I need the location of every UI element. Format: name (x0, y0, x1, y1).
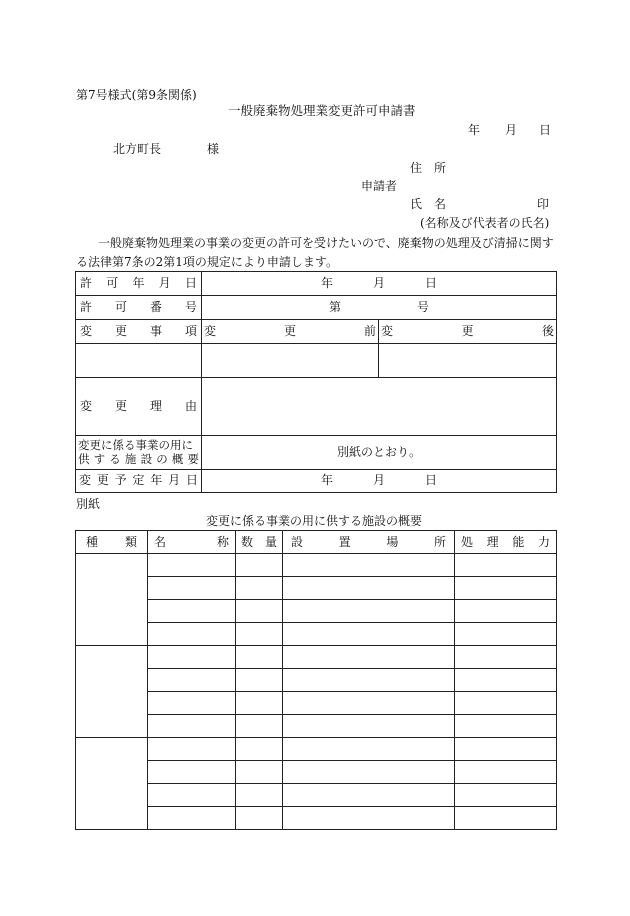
facility-name-cell[interactable] (148, 646, 236, 669)
facility-capacity-cell[interactable] (455, 784, 557, 807)
addressee-honorific: 様 (207, 142, 220, 156)
name-note: (名称及び代表者の氏名) (420, 216, 550, 230)
facility-location-cell[interactable] (283, 784, 455, 807)
facility-table (75, 530, 557, 830)
facility-quantity-cell[interactable] (236, 669, 283, 692)
facility-row (76, 738, 557, 761)
facility-row (76, 807, 557, 830)
header-capacity: 処 理 能 力 (455, 531, 557, 554)
facility-location-cell[interactable] (283, 554, 455, 577)
facility-quantity-cell[interactable] (236, 738, 283, 761)
facility-name-cell[interactable] (148, 669, 236, 692)
facility-quantity-cell[interactable] (236, 692, 283, 715)
facility-location-cell[interactable] (283, 577, 455, 600)
facility-capacity-cell[interactable] (455, 600, 557, 623)
facility-name-cell[interactable] (148, 807, 236, 830)
after-change-field[interactable] (379, 344, 557, 378)
permit-date-value[interactable]: 年 月 日 (202, 272, 557, 296)
facility-capacity-cell[interactable] (455, 577, 557, 600)
facility-name-cell[interactable] (148, 715, 236, 738)
facility-name-cell[interactable] (148, 738, 236, 761)
header-quantity: 数 量 (236, 531, 283, 554)
change-reason-label: 変 更 理 由 (76, 378, 202, 436)
facility-name-cell[interactable] (148, 554, 236, 577)
facility-location-cell[interactable] (283, 715, 455, 738)
facility-name-cell[interactable] (148, 623, 236, 646)
facility-type-cell[interactable] (76, 738, 148, 830)
change-item-blank (76, 344, 202, 378)
facility-location-cell[interactable] (283, 600, 455, 623)
change-item-label: 変 更 事 項 (76, 320, 202, 344)
facility-location-cell[interactable] (283, 646, 455, 669)
facility-quantity-cell[interactable] (236, 646, 283, 669)
facility-location-cell[interactable] (283, 738, 455, 761)
body-text-line1: 一般廃棄物処理業の事業の変更の許可を受けたいので、廃棄物の処理及び清掃に関す (98, 236, 554, 250)
facility-name-cell[interactable] (148, 761, 236, 784)
planned-date-label: 変 更 予 定 年 月 日 (76, 469, 202, 492)
facility-row (76, 554, 557, 577)
application-table (75, 271, 557, 493)
before-change-header: 変 更 前 (202, 320, 379, 344)
facility-capacity-cell[interactable] (455, 646, 557, 669)
planned-date-value[interactable]: 年 月 日 (202, 469, 557, 492)
facility-row (76, 600, 557, 623)
facility-quantity-cell[interactable] (236, 623, 283, 646)
facility-location-cell[interactable] (283, 692, 455, 715)
facility-quantity-cell[interactable] (236, 807, 283, 830)
facility-capacity-cell[interactable] (455, 715, 557, 738)
permit-number-value[interactable]: 第 号 (202, 296, 557, 320)
facility-type-cell[interactable] (76, 646, 148, 738)
facility-name-cell[interactable] (148, 600, 236, 623)
facility-quantity-cell[interactable] (236, 600, 283, 623)
facility-capacity-cell[interactable] (455, 669, 557, 692)
after-change-header: 変 更 後 (379, 320, 557, 344)
facility-capacity-cell[interactable] (455, 761, 557, 784)
facility-row (76, 669, 557, 692)
addressee-name: 北方町長 (113, 142, 162, 156)
facility-row (76, 577, 557, 600)
facility-location-cell[interactable] (283, 669, 455, 692)
facility-name-cell[interactable] (148, 577, 236, 600)
facility-capacity-cell[interactable] (455, 807, 557, 830)
date-day: 日 (539, 123, 552, 137)
facility-name-cell[interactable] (148, 784, 236, 807)
facility-quantity-cell[interactable] (236, 715, 283, 738)
facility-overview-label: 変更に係る事業の用に 供 す る 施 設 の 概 要 (76, 436, 202, 470)
facility-row (76, 623, 557, 646)
permit-date-label: 許 可 年 月 日 (76, 272, 202, 296)
header-type: 種 類 (76, 531, 148, 554)
facility-location-cell[interactable] (283, 807, 455, 830)
seal-mark: 印 (537, 197, 550, 211)
facility-overview-value: 別紙のとおり。 (202, 436, 557, 470)
change-reason-field[interactable] (202, 378, 557, 436)
facility-capacity-cell[interactable] (455, 623, 557, 646)
before-change-field[interactable] (202, 344, 379, 378)
header-location: 設 置 場 所 (283, 531, 455, 554)
facility-capacity-cell[interactable] (455, 554, 557, 577)
facility-quantity-cell[interactable] (236, 784, 283, 807)
facility-location-cell[interactable] (283, 623, 455, 646)
attachment-title: 変更に係る事業の用に供する施設の概要 (206, 514, 423, 528)
facility-type-cell[interactable] (76, 554, 148, 646)
header-name: 名 称 (148, 531, 236, 554)
date-month: 月 (505, 123, 518, 137)
facility-capacity-cell[interactable] (455, 692, 557, 715)
name-label: 氏 名 (410, 197, 447, 211)
applicant-label: 申請者 (361, 179, 398, 193)
facility-row (76, 715, 557, 738)
document-title: 一般廃棄物処理業変更許可申請書 (228, 103, 416, 118)
facility-quantity-cell[interactable] (236, 761, 283, 784)
body-text-line2: る法律第7条の2第1項の規定により申請します。 (76, 255, 338, 269)
facility-name-cell[interactable] (148, 692, 236, 715)
facility-row (76, 692, 557, 715)
date-year: 年 (468, 123, 481, 137)
permit-number-label: 許 可 番 号 (76, 296, 202, 320)
facility-row (76, 784, 557, 807)
facility-capacity-cell[interactable] (455, 738, 557, 761)
attachment-label: 別紙 (76, 497, 101, 511)
address-label: 住 所 (410, 161, 447, 175)
facility-row (76, 646, 557, 669)
form-number: 第7号様式(第9条関係) (76, 88, 197, 102)
facility-location-cell[interactable] (283, 761, 455, 784)
facility-quantity-cell[interactable] (236, 554, 283, 577)
facility-quantity-cell[interactable] (236, 577, 283, 600)
facility-row (76, 761, 557, 784)
